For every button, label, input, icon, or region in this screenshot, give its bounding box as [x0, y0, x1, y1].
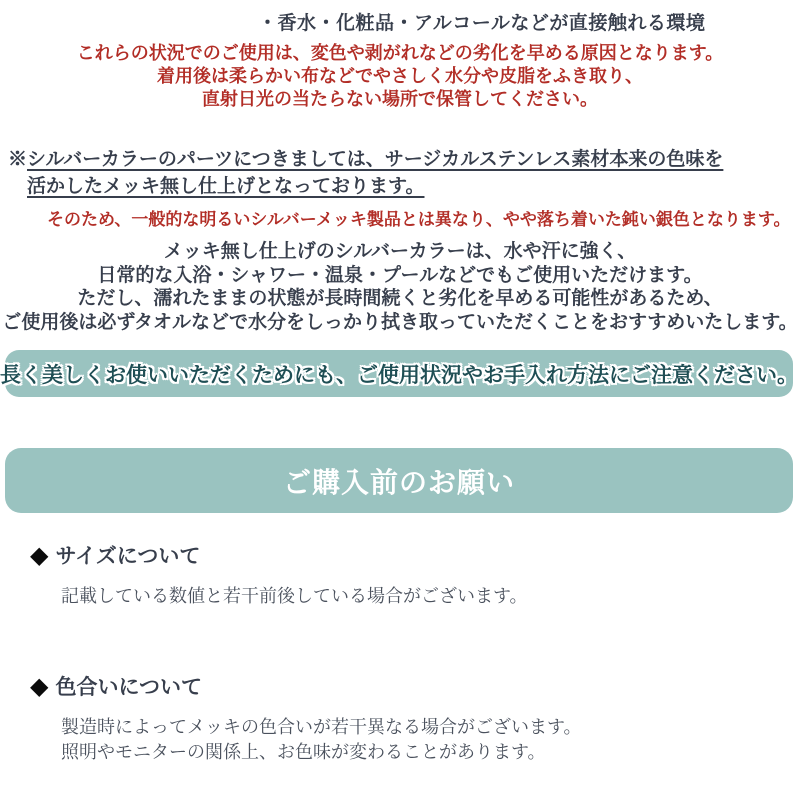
- section-color-heading: [30, 671, 582, 701]
- diamond-bullet-icon: ◆: [30, 541, 49, 569]
- section-size-heading: [30, 540, 528, 570]
- info-line: ただし、濡れたままの状態が長時間続くと劣化を早める可能性があるため、: [77, 288, 723, 309]
- section-heading-label: 色合いについて: [55, 676, 203, 699]
- diamond-bullet-icon: ◆: [30, 672, 49, 700]
- warning-line: これらの状況でのご使用は、変色や剥がれなどの劣化を早める原因となります。: [76, 43, 724, 63]
- no-plating-info: [0, 240, 800, 334]
- silver-color-note: [8, 146, 800, 233]
- silver-note-underlined-text: 活かしたメッキ無し仕上げとなっております。: [27, 176, 425, 197]
- info-line: 日常的な入浴・シャワー・温泉・プールなどでもご使用いただけます。: [97, 264, 703, 286]
- section-size-body: [61, 584, 528, 609]
- silver-note-line: [8, 173, 800, 200]
- section-color-tone: [30, 671, 582, 765]
- warning-line: 着用後は柔らかい布などでやさしく水分や皮脂をふき取り、: [157, 66, 643, 86]
- care-callout-text: 長く美しくお使いいただくためにも、ご使用状況やお手入れ方法にご注意ください。: [0, 363, 798, 387]
- info-line: ご使用後は必ずタオルなどで水分をしっかり拭き取っていただくことをおすすめいたします。: [2, 311, 798, 333]
- pre-purchase-banner: [5, 448, 793, 513]
- section-color-body: [61, 715, 582, 765]
- body-line: 記載している数値と若干前後している場合がございます。: [61, 586, 528, 606]
- body-line: 製造時によってメッキの色合いが若干異なる場合がございます。: [61, 717, 582, 737]
- silver-note-underlined-text: シルバーカラーのパーツにつきましては、サージカルステンレス素材本来の色味を: [27, 149, 724, 170]
- warning-line: 直射日光の当たらない場所で保管してください。: [202, 89, 598, 109]
- section-size: [30, 540, 528, 609]
- deterioration-warning: [0, 42, 800, 111]
- care-callout-band: [0, 350, 798, 397]
- banner-title: ご購入前のお願い: [282, 466, 515, 498]
- silver-note-line: [8, 146, 800, 173]
- info-line: メッキ無し仕上げのシルバーカラーは、水や汗に強く、: [163, 241, 637, 262]
- silver-note-red-remark: そのため、一般的な明るいシルバーメッキ製品とは異なり、やや落ち着いた鈍い銀色となります。: [47, 210, 791, 229]
- body-line: 照明やモニターの関係上、お色味が変わることがあります。: [61, 742, 546, 762]
- note-marker: ※: [8, 149, 28, 170]
- environment-list-item: ・香水・化粧品・アルコールなどが直接触れる環境: [258, 13, 706, 34]
- section-heading-label: サイズについて: [55, 545, 201, 568]
